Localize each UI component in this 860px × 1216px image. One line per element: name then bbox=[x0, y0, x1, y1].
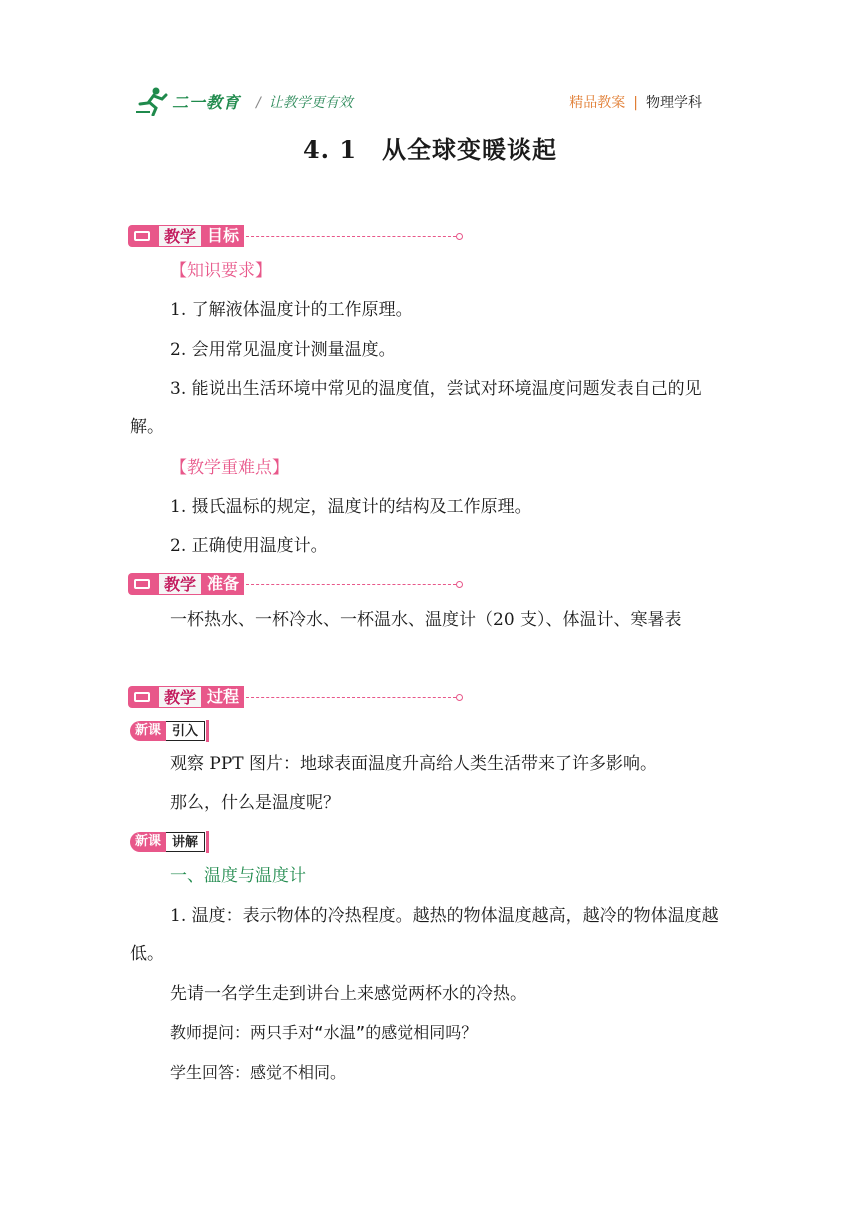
page-title: 4. 1 从全球变暖谈起 bbox=[302, 135, 558, 164]
tag-explain: 新课 讲解 bbox=[130, 831, 209, 853]
header-right: 精品教案 | 物理学科 bbox=[569, 95, 702, 111]
section-banner-goals: 教学 目标 bbox=[128, 223, 463, 249]
brand-label: 精品教案 bbox=[569, 95, 626, 111]
explain-p1: 1. 温度：表示物体的冷热程度。越热的物体温度越高，越冷的物体温度越低。 bbox=[130, 906, 719, 964]
explain-p2: 先请一名学生走到讲台上来感觉两杯水的冷热。 bbox=[170, 984, 527, 1004]
keypoints-heading: 【教学重难点】 bbox=[170, 458, 289, 478]
slogan: / 让教学更有效 bbox=[256, 95, 353, 111]
knowledge-heading: 【知识要求】 bbox=[170, 261, 272, 281]
section-banner-prep: 教学 准备 bbox=[128, 571, 463, 597]
logo bbox=[136, 86, 240, 116]
knowledge-item-2: 2. 会用常见温度计测量温度。 bbox=[170, 340, 396, 360]
keypoint-item-1: 1. 摄氏温标的规定，温度计的结构及工作原理。 bbox=[170, 497, 532, 517]
intro-line-1: 观察 PPT 图片：地球表面温度升高给人类生活带来了许多影响。 bbox=[170, 754, 658, 774]
explain-p4: 学生回答：感觉不相同。 bbox=[170, 1063, 347, 1082]
book-icon bbox=[128, 225, 158, 247]
section-banner-process: 教学 过程 bbox=[128, 684, 463, 710]
knowledge-item-3: 3. 能说出生活环境中常见的温度值，尝试对环境温度问题发表自己的见解。 bbox=[130, 379, 702, 437]
subject-label: 物理学科 bbox=[646, 95, 702, 111]
prep-text: 一杯热水、一杯冷水、一杯温水、温度计（20 支）、体温计、寒暑表 bbox=[170, 610, 682, 630]
keypoint-item-2: 2. 正确使用温度计。 bbox=[170, 536, 328, 556]
runner-logo-icon bbox=[136, 86, 170, 116]
knowledge-item-1: 1. 了解液体温度计的工作原理。 bbox=[170, 300, 413, 320]
explain-p3: 教师提问：两只手对“水温”的感觉相同吗？ bbox=[170, 1023, 478, 1042]
book-icon bbox=[128, 573, 158, 595]
tag-intro: 新课 引入 bbox=[130, 720, 209, 742]
logo-text: 二一教育 bbox=[172, 92, 241, 112]
intro-line-2: 那么，什么是温度呢？ bbox=[170, 793, 340, 813]
book-icon bbox=[128, 686, 158, 708]
explain-heading: 一、温度与温度计 bbox=[170, 866, 306, 886]
